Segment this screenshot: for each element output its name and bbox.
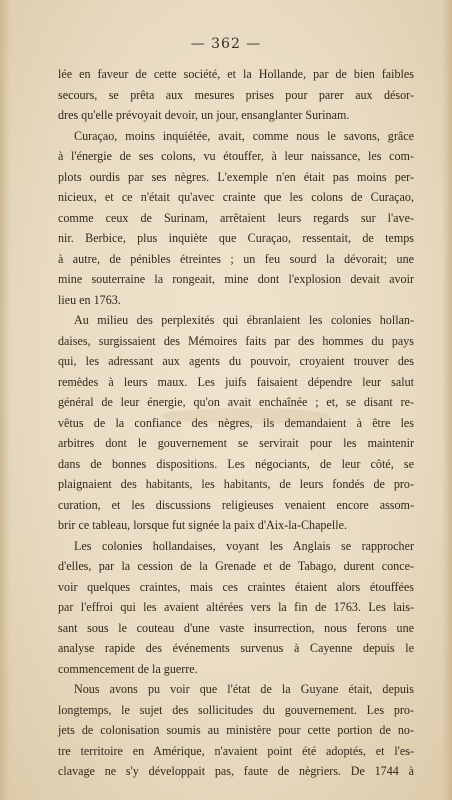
paragraph [58,64,414,126]
paragraph [58,126,414,311]
text-line: longtemps, le sujet des sollicitudes du gouvernement. Les pro- [58,702,414,717]
text-line: curation, et les discussions religieuses venaient encore assom- [58,497,414,512]
text-line: comme ceux de Surinam, arrêtaient leurs regards sur l'ave- [58,210,414,225]
text-line: analyse rapide des événements survenus à Cayenne depuis le [58,641,414,655]
text-line: nir. Berbice, plus inquiète que Curaçao, ressentait, de temps [58,231,414,245]
text-line: arbitres dont le gouvernement se servirait pour les maintenir [58,436,414,450]
text-line: jets de colonisation soumis au ministère pour cette portion de no- [58,723,414,737]
text-line: sant sous le couteau d'une vaste insurrection, nous ferons une [58,620,414,635]
text-line: lieu en 1763. [58,292,121,307]
text-line: tre territoire en Amérique, n'avaient point été adoptés, et l'es- [58,743,414,758]
text-line: qui, les adressant aux agents du pouvoir, croyaient trouver des [58,354,414,368]
page-edge-left [0,0,10,800]
text-line: à l'énergie de ses colons, vu étouffer, à leur naissance, les com- [58,149,414,163]
text-line: clavage ne s'y développait pas, faute de nègriers. De 1744 à [58,764,414,778]
paragraph [58,310,414,536]
text-line: général de leur énergie, qu'on avait enchaînée ; et, se disant re- [58,395,414,409]
text-line: voir quelques craintes, mais ces craintes étaient alors étouffées [58,579,414,594]
text-line: daises, surgissaient des Mémoires faits par des hommes du pays [58,333,414,348]
text-line: remèdes à leurs maux. Les juifs faisaient dépendre leur salut [58,374,414,389]
text-line: Nous avons pu voir que l'état de la Guyane était, depuis [74,682,414,696]
text-line: commencement de la guerre. [58,661,198,676]
text-line: Les colonies hollandaises, voyant les Anglais se rapprocher [74,538,414,553]
text-line: brir ce tableau, lorsque fut signée la paix d'Aix-la-Chapelle. [58,518,347,532]
text-line: secours, se prêta aux mesures prises pour parer aux désor- [58,87,414,102]
text-line: vêtus de la confiance des nègres, ils demandaient à être les [58,415,414,430]
text-line: dans de bonnes dispositions. Les négociants, de leur côté, se [58,456,414,471]
text-line: Au milieu des perplexités qui ébranlaient les colonies hollan- [74,313,414,327]
text-line: par l'effroi qui les avaient altérées vers la fin de 1763. Les lais- [58,600,414,614]
page-edge-right [442,0,452,800]
text-line: d'elles, par la cession de la Grenade et de Tabago, durent conce- [58,559,414,573]
text-line: Curaçao, moins inquiétée, avait, comme nous le savons, grâce [74,128,414,143]
text-line: plots ourdis par ses nègres. L'exemple n'en était pas moins per- [58,169,414,184]
page-number: — 362 — [190,36,262,52]
text-line: lée en faveur de cette société, et la Hollande, par de bien faibles [58,67,414,81]
text-line: dres qu'elle prévoyait devoir, un jour, ensanglanter Surinam. [58,108,350,122]
text-line: plaignaient des habitants, les habitants, de leurs fondés de pro- [58,477,414,491]
text-line: à autre, de pénibles étreintes ; un feu sourd la dévorait; une [58,251,414,266]
text-line: mine souterraine la rongeait, mine dont l'explosion devait avoir [58,272,414,286]
body-text [58,64,414,782]
paragraph [58,536,414,680]
paragraph [58,679,414,782]
text-line: nicieux, et ce n'était qu'avec crainte que les colons de Curaçao, [58,190,414,204]
